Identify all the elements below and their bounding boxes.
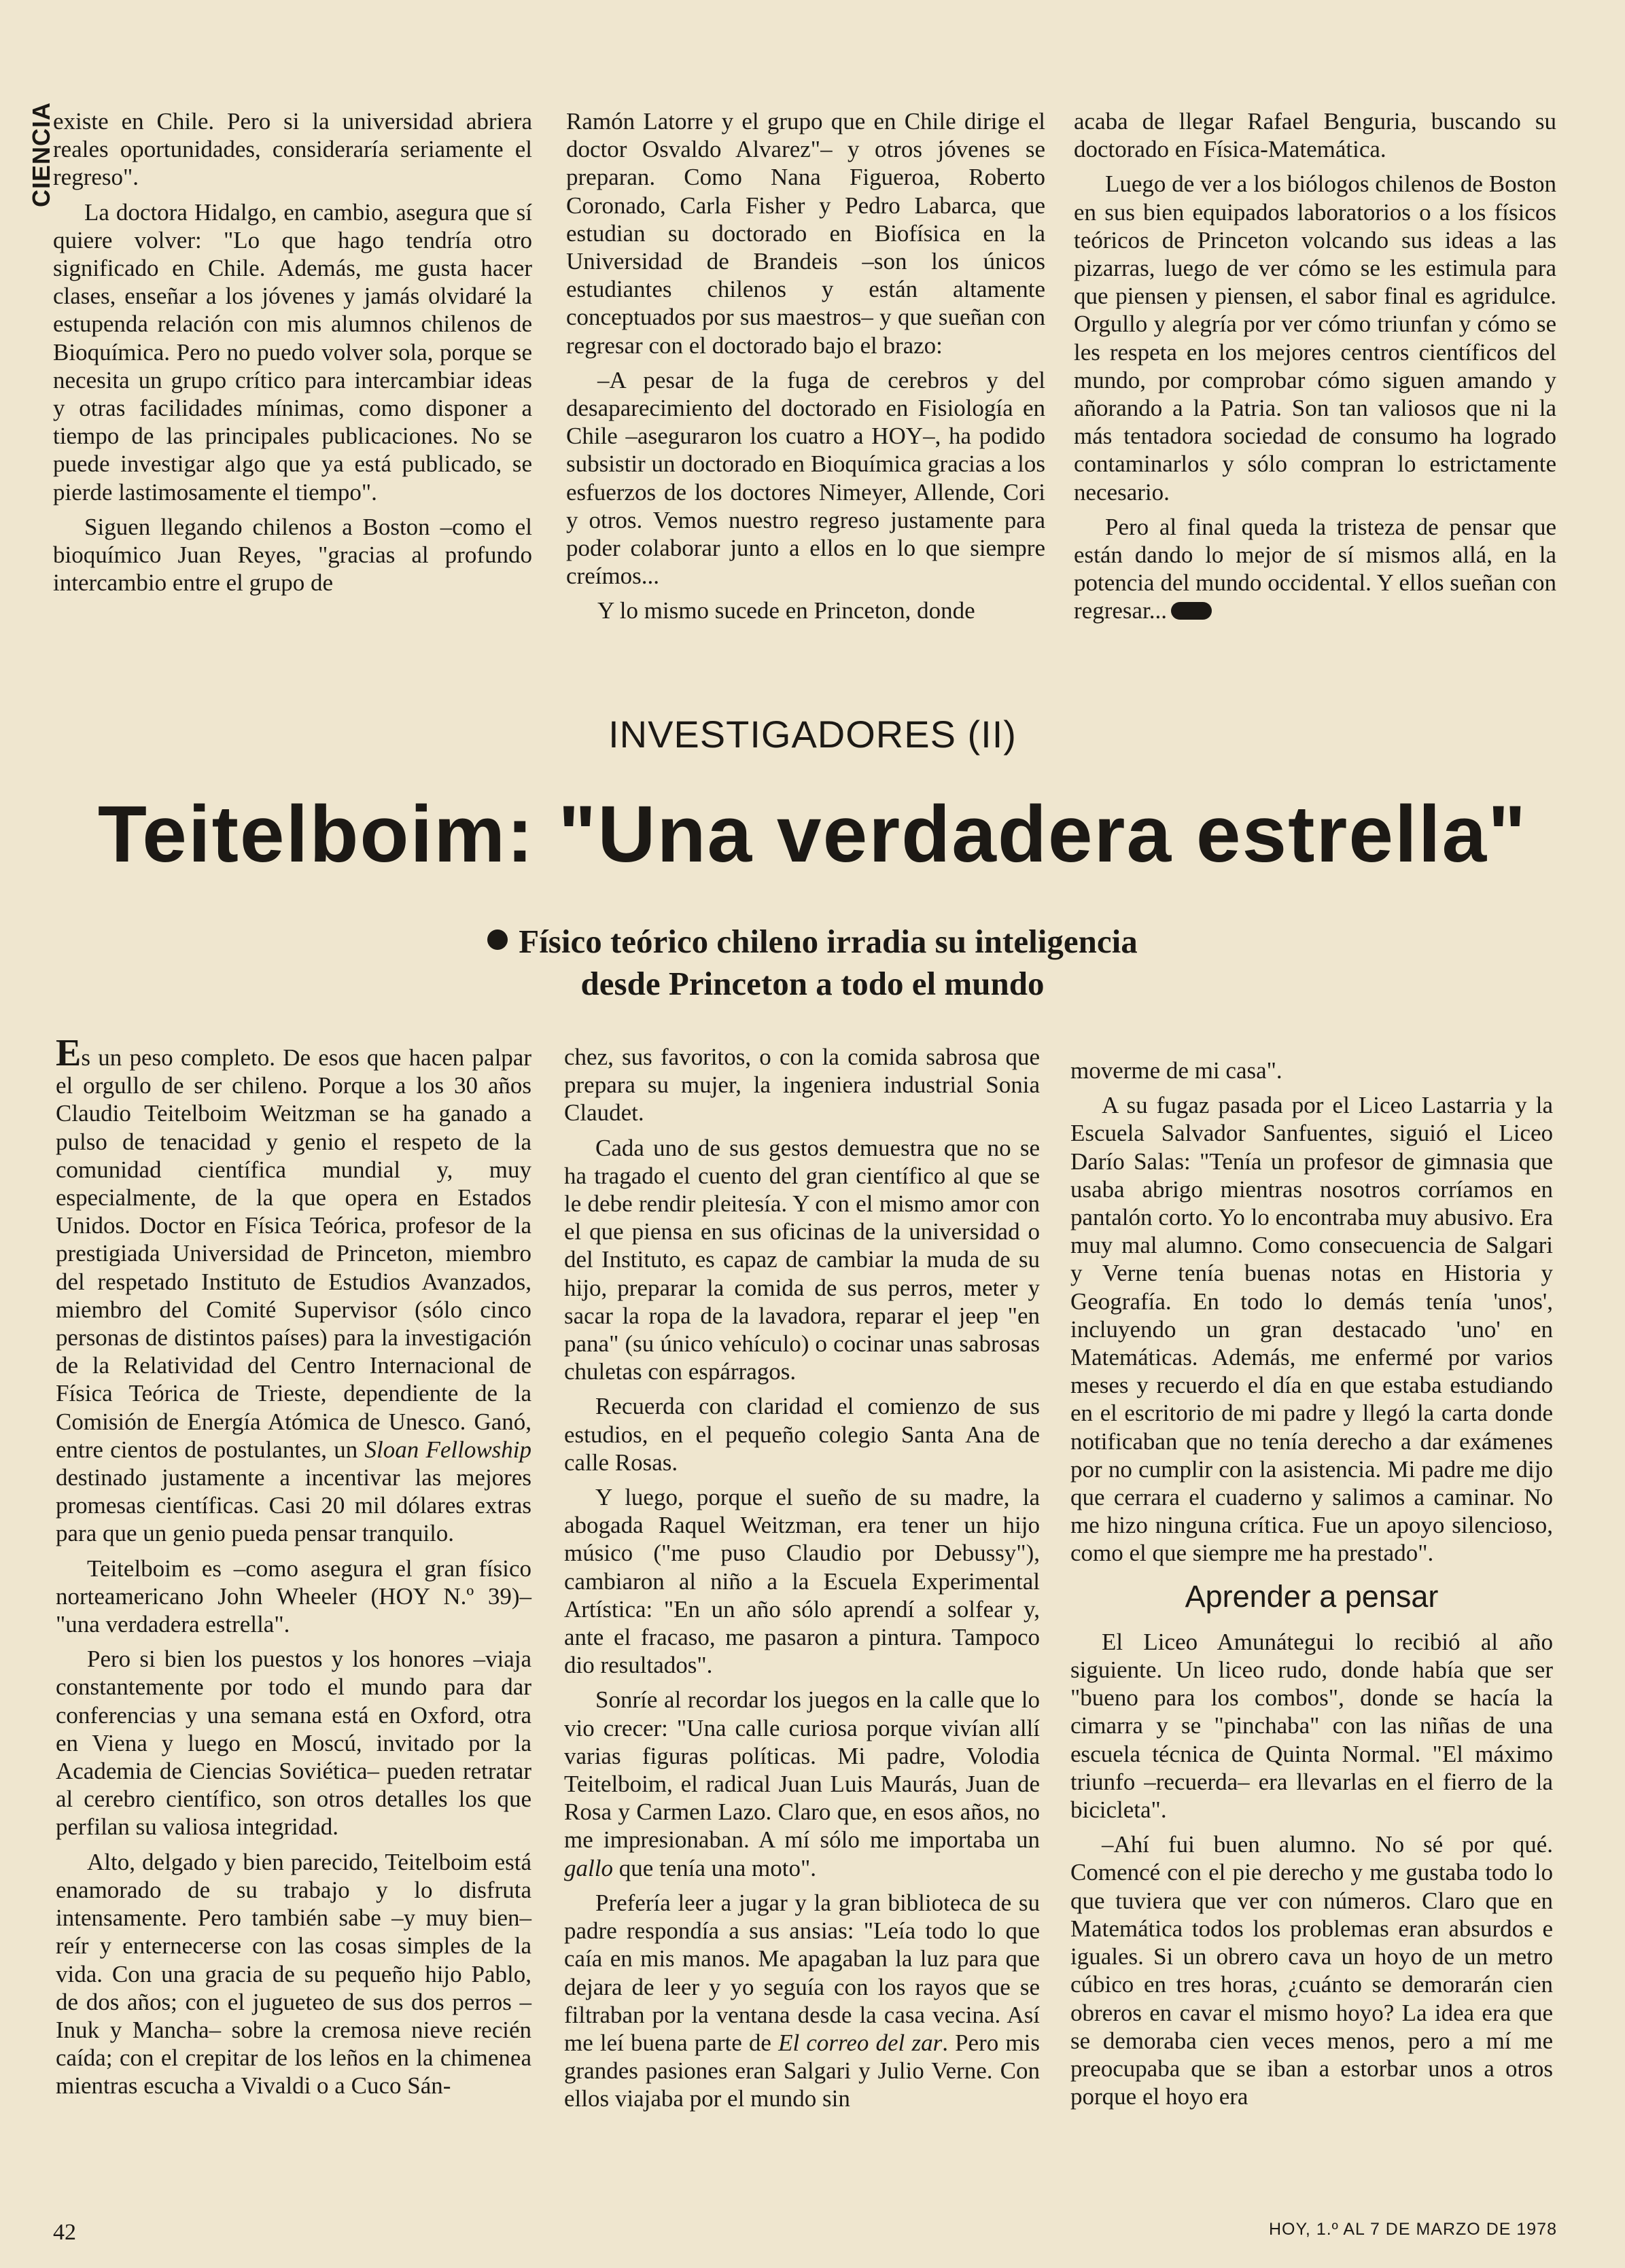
- p6-italic: El correo del zar: [778, 2029, 943, 2056]
- article-paragraph: chez, sus favoritos, o con la comida sabrosa que prepara su mujer, la ingeniera industrial Sonia Claudet.: [564, 1044, 1040, 1127]
- lead-text-end: destinado justamente a incentivar las mejores promesas científicas. Casi 20 mil dólares extras para que un genio pueda pensar tranquilo.: [56, 1464, 531, 1547]
- deck-line-2: desde Princeton a todo el mundo: [580, 965, 1045, 1002]
- top-col3-paragraph: acaba de llegar Rafael Benguria, buscando su doctorado en Física-Matemática.: [1074, 108, 1556, 163]
- headline: Teitelboim: "Una verdadera estrella": [97, 790, 1528, 879]
- top-column-1: [53, 107, 532, 603]
- article-paragraph: –Ahí fui buen alumno. No sé por qué. Comencé con el pie derecho y me gustaba todo lo que tuviera que ver con números. Claro que en Matemática todos los problemas eran absurdos e iguales. Si un obrero cava un hoyo de un metro cúbico en tres horas, ¿cuánto se demorarán cien obreros en cavar el mismo hoyo? La idea era que se demoraba cien veces menos, pero a mí me preocupaba que se iban a estorbar unos a otros porque el hoyo era: [1070, 1831, 1553, 2110]
- article-paragraph: Alto, delgado y bien parecido, Teitelboim está enamorado de su trabajo y lo disfruta intensamente. Pero también sabe –y muy bien– reír y enternecerse con las cosas simples de la vida. Con una gracia de su pequeño hijo Pablo, de dos años; con el jugueteo de sus dos perros –Inuk y Mancha– sobre la cremosa nieve recién caída; con el crepitar de los leños en la chimenea mientras escucha a Vivaldi o a Cuco Sán-: [56, 1848, 531, 2099]
- article-paragraph: A su fugaz pasada por el Liceo Lastarria y la Escuela Salvador Sanfuentes, siguió el Liceo Darío Salas: "Tenía un profesor de gimnasia que usaba abrigo mientras nosotros corríamos en pantalón corto. Yo lo encontraba muy abusivo. Era muy mal alumno. Como consecuencia de Salgari y Verne tenía buenas notas en Historia y Geografía. En todo lo demás tenía 'unos', incluyendo un gran destacado 'uno' en Matemáticas. Además, me enfermé por varios meses y recuerdo el día en que estaba estudiando en el escritorio de mi padre y llegó la carta donde notificaban que no tenía derecho a dar exámenes por no cumplir con la asistencia. Mi padre me dijo que cerrara el cuaderno y salimos a caminar. No me hizo ninguna crítica. Fue un apoyo silencioso, como el que siempre me ha prestado".: [1070, 1092, 1553, 1567]
- top-col2-paragraph: Y lo mismo sucede en Princeton, donde: [597, 597, 975, 624]
- article-paragraph: Y luego, porque el sueño de su madre, la abogada Raquel Weitzman, era tener un hijo músico ("me puso Claudio por Debussy"), cambiaron al niño a la Escuela Experimental Artística: "En un año sólo aprendí a solfear y, ante el fracaso, me pasaron a pintura. Tampoco dio resultados".: [564, 1484, 1040, 1679]
- deck-line-1-text: Físico teórico chileno irradia su inteligencia: [519, 923, 1138, 960]
- subhead: Aprender a pensar: [1185, 1578, 1439, 1614]
- top-col3-last-text: Pero al final queda la tristeza de pensar que están dando lo mejor de sí mismos allá, en la potencia del mundo occidental. Y ellos sueñan con regresar...: [1074, 513, 1556, 624]
- lead-text: s un peso completo. De esos que hacen palpar el orgullo de ser chileno. Porque a los 30 años Claudio Teitelboim Weitzman se ha ganado a pulso de tenacidad y genio el respeto de la comunidad científica mundial y, muy especialmente, de la que opera en Estados Unidos. Doctor en Física Teórica, profesor de la prestigiada Universidad de Princeton, miembro del respetado Instituto de Estudios Avanzados, miembro del Comité Supervisor (sólo cinco personas de distintos países) para la investigación de la Relatividad del Centro Internacional de Física Teórica de Trieste, dependiente de la Comisión de Energía Atómica de Unesco. Ganó, entre cientos de postulantes, un: [56, 1044, 531, 1463]
- top-col3-paragraph: Luego de ver a los biólogos chilenos de Boston en sus bien equipados laboratorios o a los físicos teóricos de Princeton volcando sus ideas a las pizarras, luego de ver cómo se les estimula para que piensen y piensen, el sabor final es agridulce. Orgullo y alegría por ver cómo triunfan y cómo se les respeta en los mejores centros científicos del mundo, por comprobar cómo siguen amando y añorando a la Patria. Son tan valiosos que ni la más tentadora sociedad de consumo ha logrado contaminarlos y sólo compran lo estrictamente necesario.: [1074, 171, 1556, 506]
- article-paragraph: Pero si bien los puestos y los honores –viaja constantemente por todo el mundo para dar conferencias y una semana está en Oxford, otra en Viena y luego en Moscú, invitado por la Academia de Ciencias Soviética– pueden retratar al cerebro científico, son otros detalles los que perfilan su valiosa integridad.: [56, 1646, 531, 1841]
- article-paragraph: [564, 1686, 1040, 1881]
- article-paragraph: Teitelboim es –como asegura el gran físico norteamericano John Wheeler (HOY N.º 39)– "una verdadera estrella".: [56, 1555, 531, 1638]
- page-number: 42: [53, 2220, 76, 2245]
- top-col1-paragraph: Siguen llegando chilenos a Boston –como el bioquímico Juan Reyes, "gracias al profundo intercambio entre el grupo de: [53, 513, 532, 597]
- top-col2-paragraph: Ramón Latorre y el grupo que en Chile dirige el doctor Osvaldo Alvarez"– y otros jóvenes se preparan. Como Nana Figueroa, Roberto Coronado, Carla Fisher y Pedro Labarca, que estudian su doctorado en Biofísica en la Universidad de Brandeis –son los únicos estudiantes chilenos y están altamente conceptuados por sus maestros– y que sueñan con regresar con el doctorado bajo el brazo:: [566, 108, 1045, 359]
- article-lead-paragraph: [56, 1032, 532, 1548]
- kicker: INVESTIGADORES (II): [608, 713, 1017, 756]
- article-paragraph: moverme de mi casa".: [1070, 1057, 1282, 1084]
- section-tag: CIENCIA: [27, 102, 55, 208]
- top-column-3: [1074, 107, 1556, 632]
- end-mark-icon: [1171, 602, 1212, 620]
- p5-text: Sonríe al recordar los juegos en la calle que lo vio crecer: "Una calle curiosa porque vivían allí varias figuras políticas. Mi padre, Volodia Teitelboim, el radical Juan Luis Maurás, Juan de Rosa y Carmen Lazo. Claro que, en esos años, no me impresionaban. A mí sólo me importaba un: [564, 1686, 1040, 1854]
- top-col1-paragraph: La doctora Hidalgo, en cambio, asegura que sí quiere volver: "Lo que hago tendría otro significado en Chile. Además, me gusta hacer clases, enseñar a los jóvenes y jamás olvidaré la estupenda relación con mis alumnos chilenos de Bioquímica. Pero no puedo volver sola, porque se necesita un grupo crítico para intercambiar ideas y otras facilidades mínimas, como disponer a tiempo de las principales publicaciones. No se puede investigar algo que ya está publicado, se pierde lastimosamente el tiempo".: [53, 198, 532, 506]
- deck-line-1: [0, 921, 1625, 963]
- top-col3-paragraph: [1074, 513, 1556, 625]
- drop-cap: E: [56, 1032, 82, 1074]
- top-col2-paragraph: –A pesar de la fuga de cerebros y del desaparecimiento del doctorado en Fisiología en Chile –aseguraron los cuatro a HOY–, ha podido subsistir un doctorado en Bioquímica gracias a los esfuerzos de los doctores Nimeyer, Allende, Cori y otros. Vemos nuestro regreso justamente para poder colaborar junto a ellos en lo que siempre creímos...: [566, 366, 1045, 590]
- issue-date: HOY, 1.º AL 7 DE MARZO DE 1978: [1268, 2220, 1557, 2239]
- bullet-icon: [487, 929, 508, 950]
- article-column-2: [564, 1043, 1040, 2120]
- article-paragraph: Cada uno de sus gestos demuestra que no se ha tragado el cuento del gran científico al que se le debe rendir pleitesía. Y con el mismo amor con el que piensa en sus oficinas de la universidad o del Instituto, es capaz de cambiar la muda de su hijo, preparar la comida de sus perros, meter y sacar la ropa de la lavadora, reparar el jeep "en pana" (su único vehículo) o cocinar unas sabrosas chuletas con espárragos.: [564, 1134, 1040, 1385]
- article-paragraph: Recuerda con claridad el comienzo de sus estudios, en el pequeño colegio Santa Ana de calle Rosas.: [564, 1393, 1040, 1476]
- p6-text-end: . Pero mis grandes pasiones eran Salgari y Julio Verne. Con ellos viajaba por el mundo sin: [564, 2029, 1040, 2112]
- p6-text: Prefería leer a jugar y la gran biblioteca de su padre respondía a sus ansias: "Leía todo lo que caía en mis manos. Me apagaban la luz para que dejara de leer y yo seguía con los rayos que se filtraban por la ventana desde la casa vecina. Así me leí buena parte de: [564, 1889, 1040, 2056]
- top-col1-paragraph: existe en Chile. Pero si la universidad abriera reales oportunidades, consideraría seriamente el regreso".: [53, 108, 532, 191]
- p5-italic: gallo: [564, 1854, 613, 1881]
- article-column-1: [56, 1032, 532, 2107]
- lead-italic: Sloan Fellowship: [364, 1436, 532, 1463]
- article-paragraph: El Liceo Amunátegui lo recibió al año siguiente. Un liceo rudo, donde había que ser "bueno para los combos", donde se hacía la cimarra y se "pinchaba" con las niñas de una escuela técnica de Quinta Normal. "El máximo triunfo –recuerda– era llevarlas en el fierro de la bicicleta".: [1070, 1628, 1553, 1824]
- p5-text-end: que tenía una moto".: [612, 1854, 817, 1881]
- deck: [0, 921, 1625, 1005]
- article-column-3: [1070, 1057, 1553, 2117]
- article-paragraph: [564, 1889, 1040, 2113]
- top-column-2: [566, 107, 1045, 632]
